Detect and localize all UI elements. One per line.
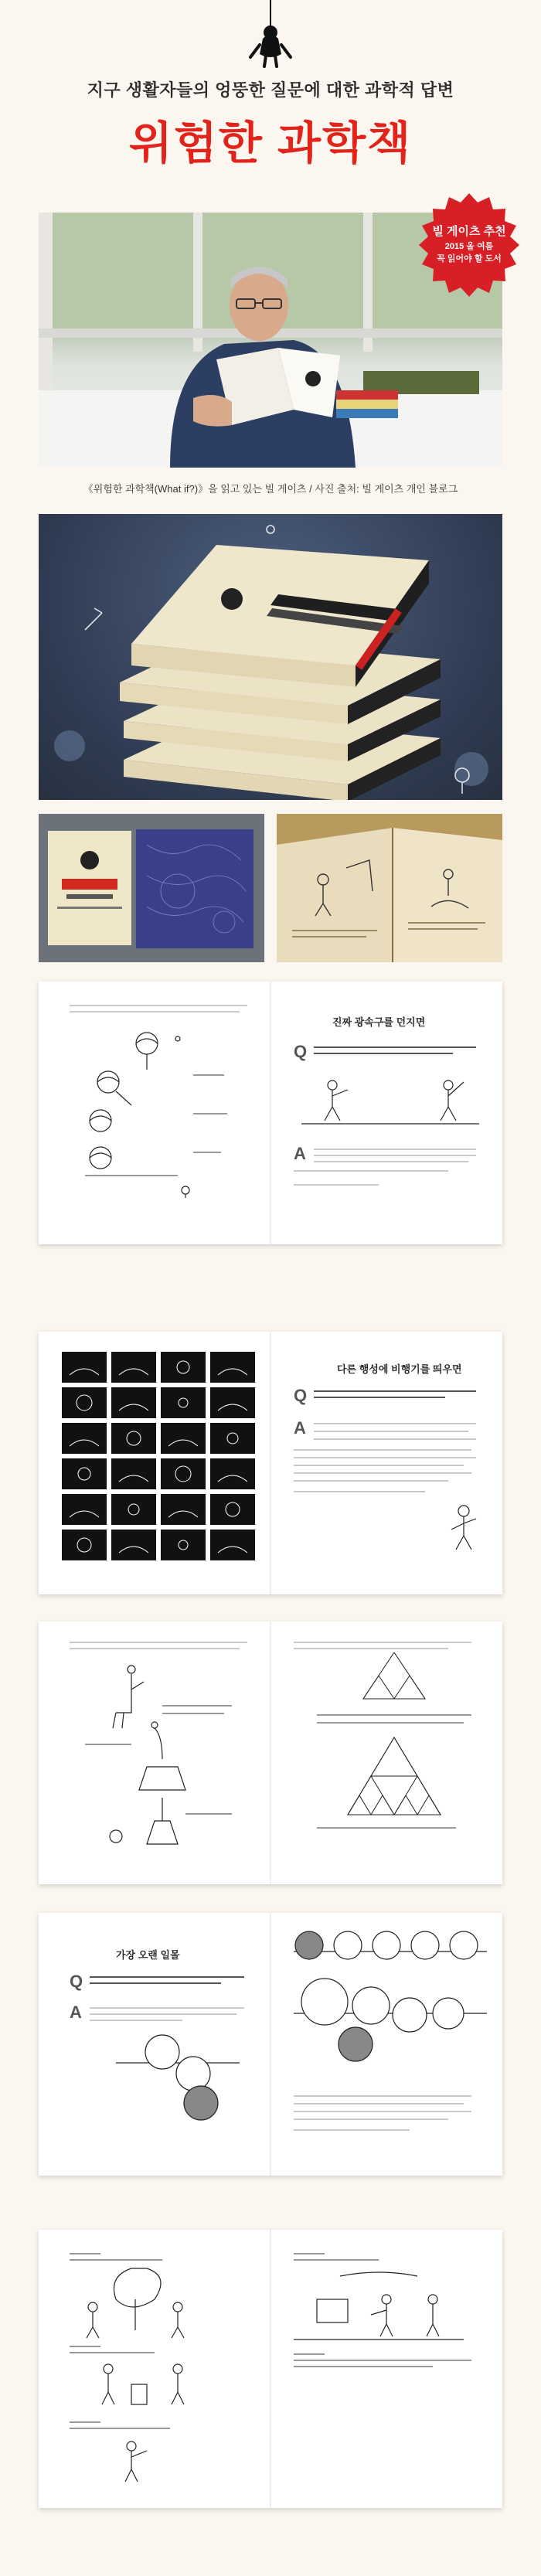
question-mark-icon: Q [70, 1972, 83, 1991]
page-spread-comics [39, 2230, 502, 2508]
book-subtitle: 지구 생활자들의 엉뚱한 질문에 대한 과학적 답변 [87, 80, 454, 100]
question-mark-icon: Q [294, 1386, 308, 1405]
stacked-books-photo [39, 514, 502, 800]
answer-mark-icon: A [70, 2003, 82, 2022]
chapter-title: 진짜 광속구를 던지면 [332, 1016, 426, 1028]
answer-mark-icon: A [294, 1418, 306, 1438]
answer-mark-icon: A [294, 1144, 306, 1163]
chapter-title: 가장 오랜 일몰 [116, 1949, 180, 1961]
page-spread-planes [39, 1332, 502, 1594]
question-mark-icon: Q [294, 1042, 308, 1061]
book-title: 위험한 과학책 [128, 118, 413, 168]
chapter-title: 다른 행성에 비행기를 띄우면 [337, 1363, 462, 1375]
photo-caption: 《위험한 과학책(What if?)》을 읽고 있는 빌 게이츠 / 사진 출처: 빌 게이츠 개인 블로그 [83, 483, 458, 495]
tree-people-illustration [62, 2253, 263, 2485]
earth-doodles-illustration [70, 1020, 255, 1198]
pitcher-batter-illustration [301, 1067, 479, 1128]
badge-line-season: 2015 올 여름 [444, 242, 494, 251]
scientist-dialogue-illustration [294, 2253, 487, 2438]
book-inner-pages-photo [277, 814, 502, 962]
page-spread-sunset [39, 1913, 502, 2176]
badge-line-must-read: 꼭 읽어야 할 도서 [437, 254, 502, 264]
sunset-circles-right-illustration [294, 1928, 487, 2083]
book-cover-endpaper-photo [39, 814, 264, 962]
stick-figure-illustration [441, 1502, 487, 1556]
badge-line-recommend: 빌 게이츠 추천 [432, 225, 506, 238]
sierpinski-triangle-illustration [317, 1652, 471, 1838]
planet-comic-grid-illustration [62, 1352, 255, 1560]
recommendation-badge [411, 192, 527, 308]
giraffe-tower-illustration [70, 1659, 255, 1860]
hanging-figure-illustration [246, 0, 295, 70]
page-spread-fastball [39, 982, 502, 1244]
page-spread-triangles [39, 1621, 502, 1884]
sunset-circles-left-illustration [116, 2029, 240, 2122]
